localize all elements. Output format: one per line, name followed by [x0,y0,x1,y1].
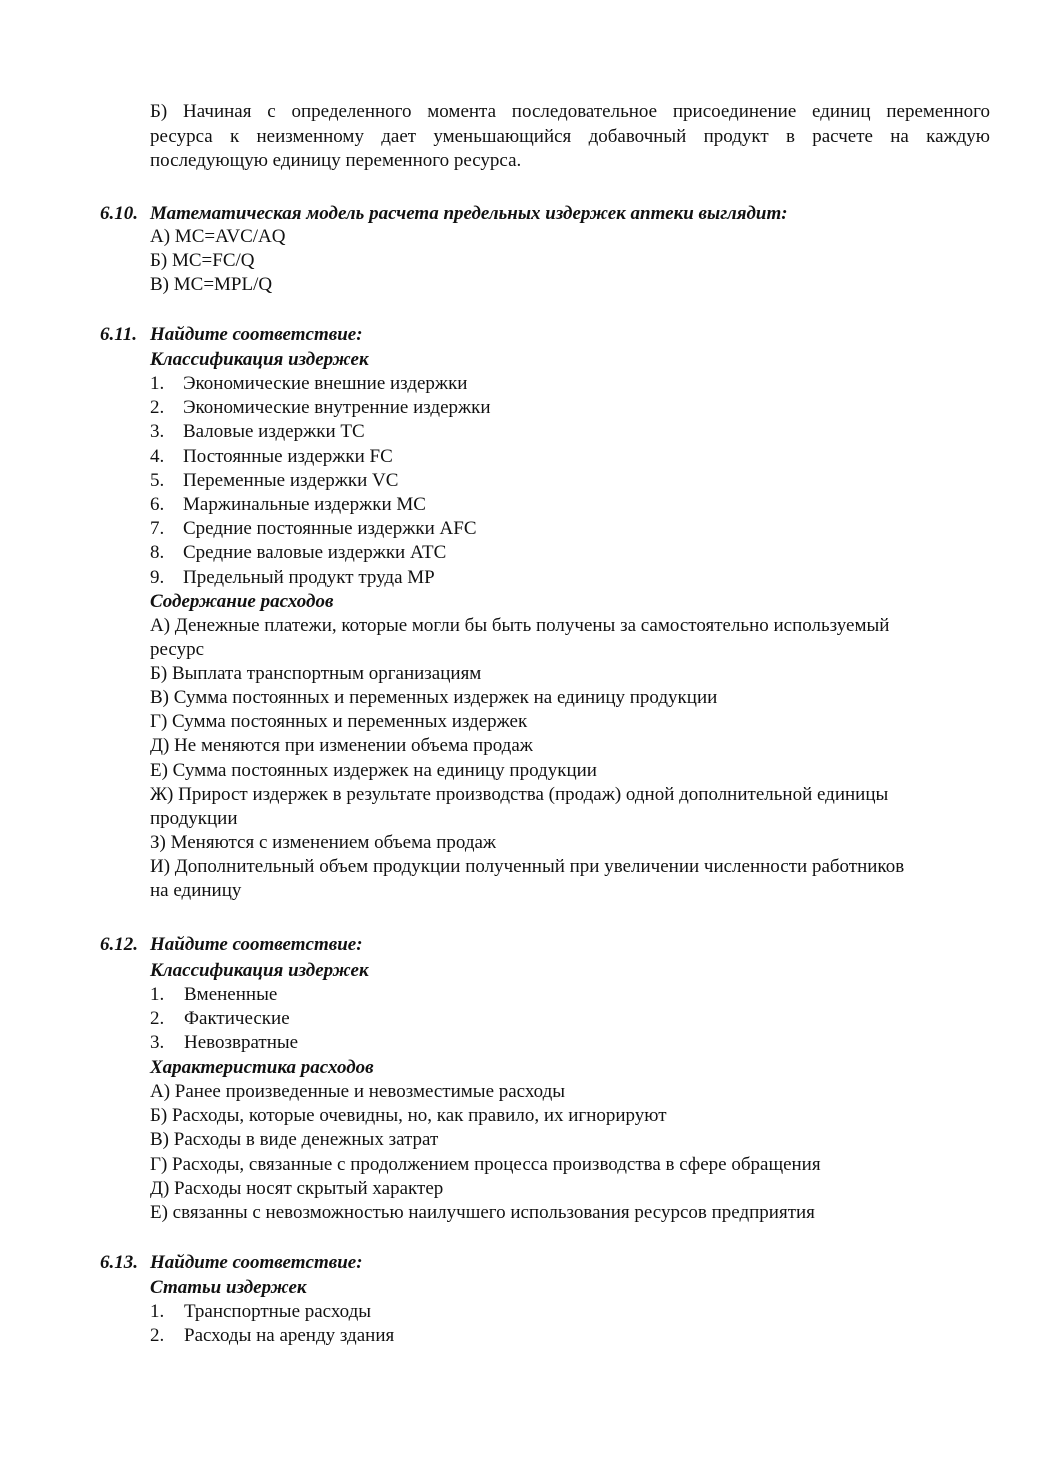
list-item-number: 1. [150,984,165,1005]
answer-line: Г) Сумма постоянных и переменных издержек [150,711,528,732]
list-item-number: 3. [150,421,165,442]
subheading-classification-6-11: Классификация издержек [150,349,369,370]
list-item-number: 1. [150,1301,165,1322]
list-item-text: Вмененные [184,984,278,1005]
subheading-characteristics-6-12: Характеристика расходов [150,1057,374,1078]
answer-line: продукции [150,808,238,829]
list-item-number: 9. [150,567,165,588]
list-item-number: 3. [150,1032,165,1053]
answer-line: Д) Не меняются при изменении объема продаж [150,735,533,756]
list-item-number: 5. [150,470,165,491]
answer-line: Б) Расходы, которые очевидны, но, как правило, их игнорируют [150,1105,667,1126]
answer-line: Е) связанны с невозможностью наилучшего использования ресурсов предприятия [150,1202,815,1223]
answer-line: на единицу [150,880,242,901]
list-item-text: Средние постоянные издержки AFC [183,518,477,539]
list-item-text: Фактические [184,1008,290,1029]
list-item-text: Невозвратные [184,1032,299,1053]
list-item-number: 2. [150,1325,165,1346]
list-item-number: 7. [150,518,165,539]
list-item-number: 1. [150,373,165,394]
intro-line-1: Б) Начиная с определенного момента последовательное присоединение единиц переменного [150,101,990,122]
question-number-6-13: 6.13. [100,1252,138,1273]
list-item-text: Экономические внешние издержки [183,373,468,394]
answer-line: И) Дополнительный объем продукции полученный при увеличении численности работников [150,856,905,877]
answer-line: В) Расходы в виде денежных затрат [150,1129,439,1150]
list-item-text: Маржинальные издержки МС [183,494,426,515]
list-item-text: Переменные издержки VC [183,470,399,491]
question-title-6-11: Найдите соответствие: [150,324,363,345]
list-item-text: Постоянные издержки FC [183,446,393,467]
question-title-6-12: Найдите соответствие: [150,934,363,955]
answer-line: В) Сумма постоянных и переменных издержек на единицу продукции [150,687,718,708]
list-item-text: Экономические внутренние издержки [183,397,491,418]
intro-line-3: последующую единицу переменного ресурса. [150,150,522,171]
subheading-cost-items-6-13: Статьи издержек [150,1277,307,1298]
question-title-6-13: Найдите соответствие: [150,1252,363,1273]
list-item-text: Валовые издержки ТС [183,421,365,442]
list-item-number: 2. [150,397,165,418]
answer-line: Д) Расходы носят скрытый характер [150,1178,444,1199]
option-c-6-10: В) MC=MPL/Q [150,274,273,295]
question-number-6-10: 6.10. [100,203,138,224]
answer-line: Ж) Прирост издержек в результате производства (продаж) одной дополнительной единицы [150,784,889,805]
answer-line: Г) Расходы, связанные с продолжением процесса производства в сфере обращения [150,1154,821,1175]
question-number-6-12: 6.12. [100,934,138,955]
answer-line: А) Денежные платежи, которые могли бы быть получены за самостоятельно используемый [150,615,890,636]
answer-line: З) Меняются с изменением объема продаж [150,832,497,853]
answer-line: А) Ранее произведенные и невозместимые расходы [150,1081,566,1102]
list-item-number: 2. [150,1008,165,1029]
list-item-number: 4. [150,446,165,467]
answer-line: Е) Сумма постоянных издержек на единицу продукции [150,760,597,781]
question-number-6-11: 6.11. [100,324,137,345]
question-title-6-10: Математическая модель расчета предельных издержек аптеки выглядит: [150,203,788,224]
option-b-6-10: Б) MC=FC/Q [150,250,255,271]
list-item-text: Средние валовые издержки АТС [183,542,447,563]
subheading-content-6-11: Содержание расходов [150,591,334,612]
list-item-text: Расходы на аренду здания [184,1325,395,1346]
option-a-6-10: А) MC=AVC/AQ [150,226,286,247]
intro-line-2: ресурса к неизменному дает уменьшающийся добавочный продукт в расчете на каждую [150,126,990,147]
answer-line: ресурс [150,639,205,660]
list-item-number: 8. [150,542,165,563]
answer-line: Б) Выплата транспортным организациям [150,663,482,684]
list-item-text: Транспортные расходы [184,1301,372,1322]
list-item-text: Предельный продукт труда МР [183,567,435,588]
subheading-classification-6-12: Классификация издержек [150,960,369,981]
list-item-number: 6. [150,494,165,515]
